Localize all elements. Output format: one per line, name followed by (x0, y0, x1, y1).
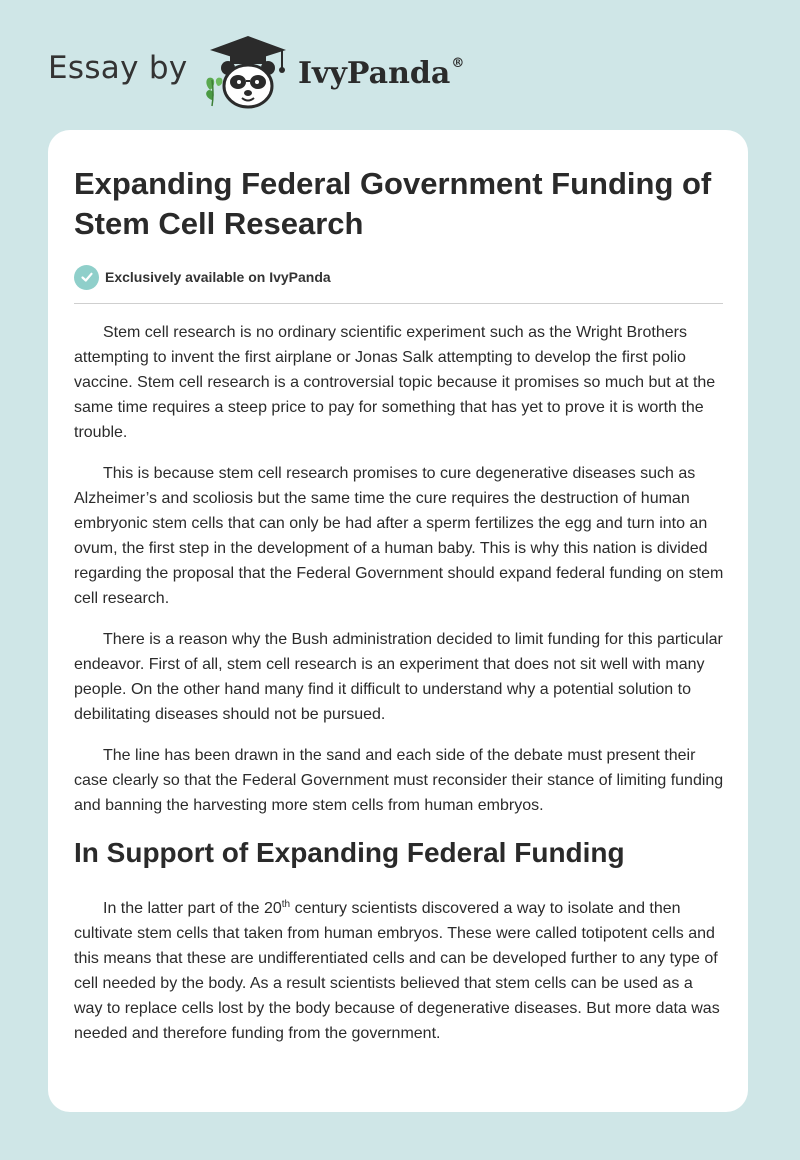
paragraph: There is a reason why the Bush administration decided to limit funding for this particular endeavor. First of all, stem cell research is an experiment that does not sit well with many people. On the other hand many find it difficult to understand why a potential solution to debilitating diseases should not be pursued. (74, 631, 723, 723)
ivypanda-brand[interactable] (298, 56, 464, 91)
essay-by-label: Essay by (48, 50, 188, 86)
section-heading: In Support of Expanding Federal Funding (74, 837, 625, 868)
paragraph: This is because stem cell research promises to cure degenerative diseases such as Alzheimer’s and scoliosis but the same time the cure requires the destruction of human embryonic stem cells that can only be had after a sperm fertilizes the egg and turn into an ovum, the first step in the development of a human baby. This is why this nation is divided regarding the proposal that the Federal Government should expand federal funding on stem cell research. (74, 465, 724, 607)
exclusive-badge (74, 264, 331, 290)
essay-title: Expanding Federal Government Funding of Stem Cell Research (74, 166, 712, 241)
checkmark-icon (74, 265, 99, 290)
exclusive-label: Exclusively available on IvyPanda (105, 269, 331, 285)
paragraph: Stem cell research is no ordinary scientific experiment such as the Wright Brothers attempting to invent the first airplane or Jonas Salk attempting to develop the first polio vaccine. Stem cell research is a controversial topic because it promises so much but at the same time requires a steep price to pay for something that has yet to prove it is worth the trouble. (74, 324, 716, 441)
paragraph-text-start: In the latter part of the 20 (103, 900, 282, 917)
essay-body (74, 320, 724, 1062)
registered-mark: ® (451, 56, 465, 71)
divider (74, 303, 723, 304)
site-header (0, 0, 800, 120)
ivypanda-logo-icon[interactable] (200, 34, 296, 110)
essay-card (48, 130, 748, 1112)
paragraph (74, 892, 724, 1046)
paragraph: The line has been drawn in the sand and each side of the debate must present their case clearly so that the Federal Government must reconsider their stance of limiting funding and banning the harvesting more stem cells from human embryos. (74, 747, 724, 814)
ordinal-suffix: th (281, 899, 291, 910)
brand-name: IvyPanda (298, 56, 451, 91)
paragraph-text-end: century scientists discovered a way to isolate and then cultivate stem cells that taken from human embryos. These were called totipotent cells and this means that these are undifferentiated cells and can be developed further to any type of cell needed by the body. As a result scientists believed that stem cells can be used as a way to replace cells lost by the body because of degenerative diseases. But more data was needed and therefore funding from the government. (74, 900, 720, 1042)
